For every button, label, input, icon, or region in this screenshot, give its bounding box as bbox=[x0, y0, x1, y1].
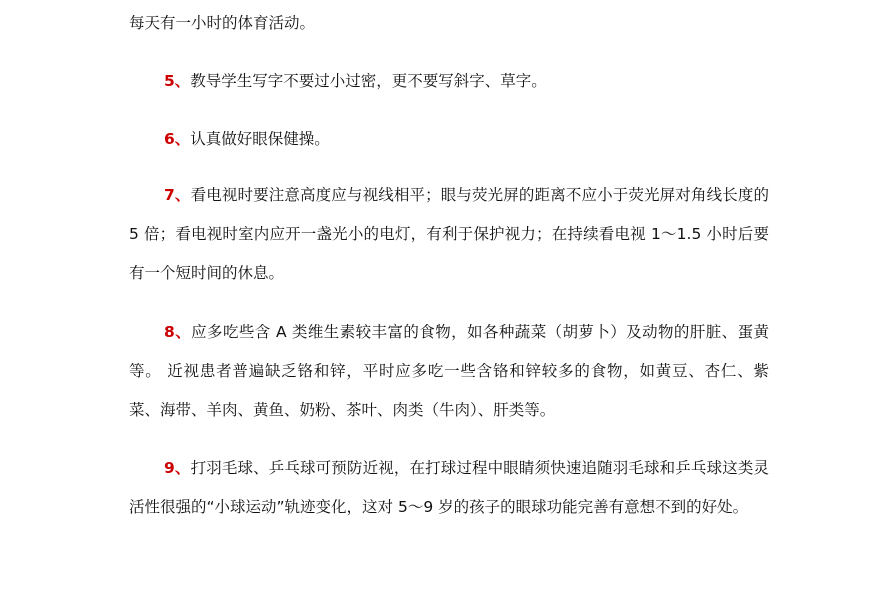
paragraph-item-9 bbox=[129, 449, 769, 527]
item-number: 8、 bbox=[164, 323, 192, 341]
paragraph-item-5 bbox=[129, 62, 769, 101]
paragraph-text: 认真做好眼保健操。 bbox=[190, 130, 330, 148]
paragraph-text: 教导学生写字不要过小过密，更不要写斜字、草字。 bbox=[190, 72, 547, 90]
paragraph-continuation bbox=[129, 4, 769, 43]
item-number: 9、 bbox=[164, 459, 191, 477]
item-number: 7、 bbox=[164, 186, 191, 204]
paragraph-item-6 bbox=[129, 120, 769, 159]
document-body bbox=[129, 0, 769, 527]
paragraph-text: 看电视时要注意高度应与视线相平；眼与荧光屏的距离不应小于荧光屏对角线长度的 5 倍；看电视时室内应开一盏光小的电灯，有利于保护视力；在持续看电视 1～1.5 小时后要有一个短时间的休息。 bbox=[129, 186, 769, 282]
paragraph-item-7 bbox=[129, 176, 769, 293]
paragraph-text: 每天有一小时的体育活动。 bbox=[129, 14, 316, 32]
paragraph-text: 打羽毛球、乒乓球可预防近视，在打球过程中眼睛须快速追随羽毛球和乒乓球这类灵活性很强的“小球运动”轨迹变化，这对 5～9 岁的孩子的眼球功能完善有意想不到的好处。 bbox=[129, 459, 769, 516]
paragraph-item-8 bbox=[129, 313, 769, 430]
item-number: 5、 bbox=[164, 72, 191, 90]
paragraph-text: 应多吃些含 A 类维生素较丰富的食物，如各种蔬菜（胡萝卜）及动物的肝脏、蛋黄等。 近视患者普遍缺乏铬和锌，平时应多吃一些含铬和锌较多的食物，如黄豆、杏仁、紫菜、海带、羊肉、黄鱼、奶粉、茶叶、肉类（牛肉）、肝类等。 bbox=[129, 323, 769, 419]
item-number: 6、 bbox=[164, 130, 191, 148]
